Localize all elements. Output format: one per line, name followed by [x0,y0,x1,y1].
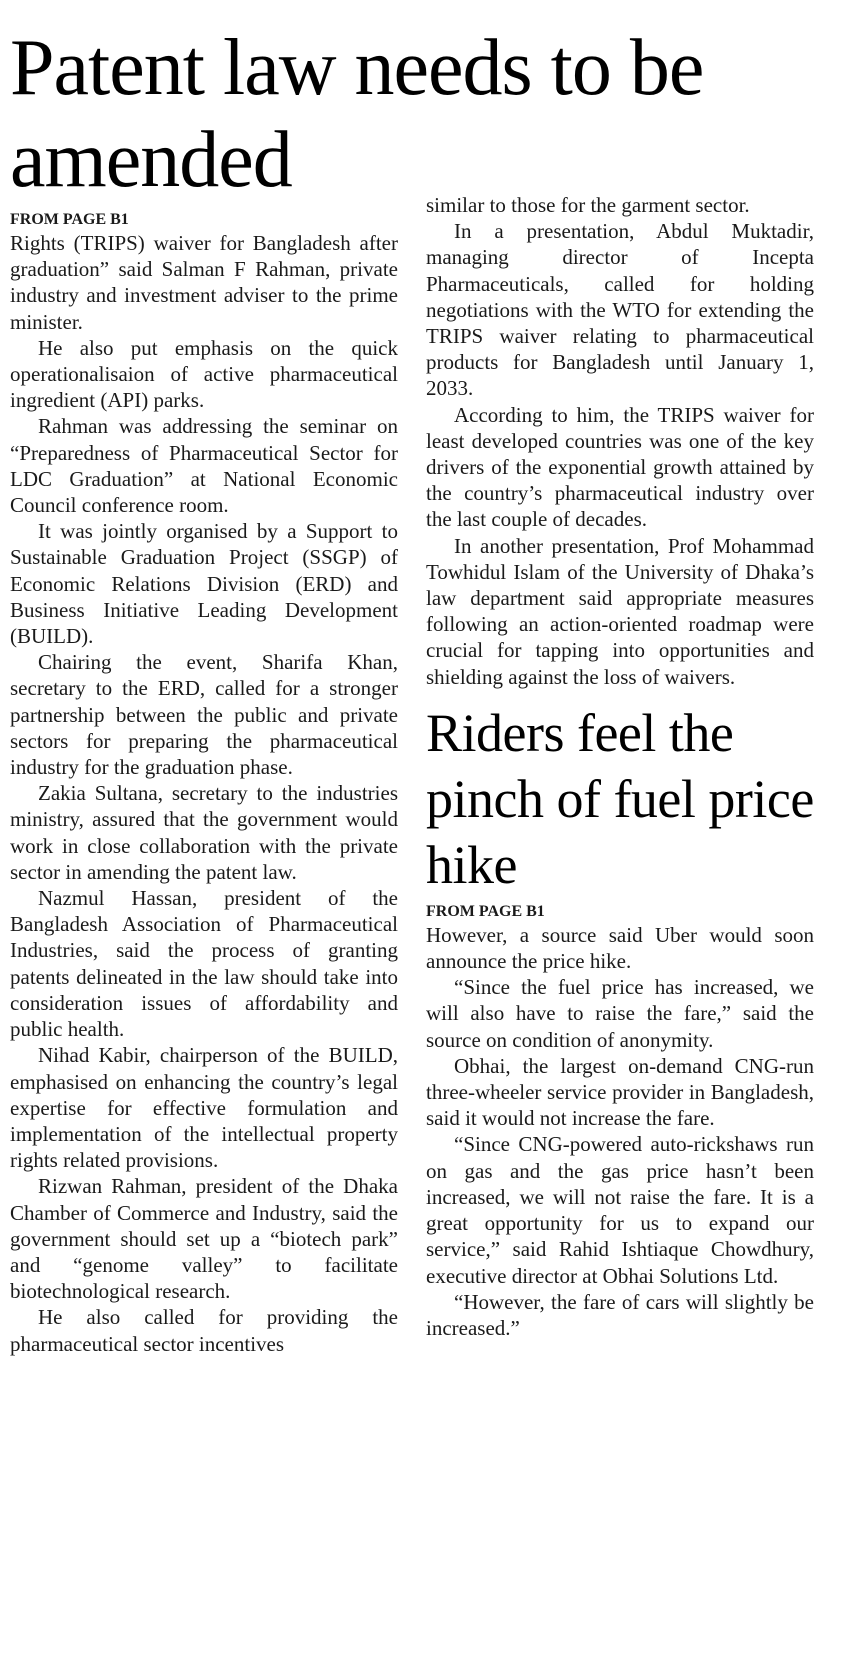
article-paragraph: “Since CNG-powered auto-rickshaws run on gas and the gas price hasn’t been increased, we will not raise the fare. It is a great opportunity for us to expand our service,” said Rahid Ishtiaque Chowdhury, executive director at Obhai Solutions Ltd. [426,1132,814,1288]
article-paragraph: Chairing the event, Sharifa Khan, secretary to the ERD, called for a stronger partnership between the public and private sectors for preparing the pharmaceutical industry for the graduation phase. [10,650,398,780]
article-paragraph: It was jointly organised by a Support to Sustainable Graduation Project (SSGP) of Economic Relations Division (ERD) and Business Initiative Leading Development (BUILD). [10,519,398,649]
article-paragraph: According to him, the TRIPS waiver for least developed countries was one of the key drivers of the exponential growth attained by the country’s pharmaceutical industry over the last couple of decades. [426,402,814,532]
article-paragraph: However, a source said Uber would soon announce the price hike. [426,922,814,974]
second-article-headline: Riders feel the pinch of fuel price hike [426,702,814,895]
article-paragraph: Rights (TRIPS) waiver for Bangladesh after graduation” said Salman F Rahman, private industry and investment adviser to the prime minister. [10,231,398,334]
article-paragraph: Zakia Sultana, secretary to the industries ministry, assured that the government would work in close collaboration with the private sector in amending the patent law. [10,781,398,884]
article-paragraph: He also put emphasis on the quick operationalisaion of active pharmaceutical ingredient (API) parks. [10,335,398,413]
article-column-left [10,210,398,1357]
kicker-from-page: FROM PAGE B1 [426,902,545,920]
article-paragraph: Nazmul Hassan, president of the Bangladesh Association of Pharmaceutical Industries, said the process of granting patents delineated in the law should take into consideration issues of affordability and public health. [10,886,398,1042]
article-paragraph: Nihad Kabir, chairperson of the BUILD, emphasised on enhancing the country’s legal expertise for effective formulation and implementation of the intellectual property rights related provisions. [10,1043,398,1173]
kicker-from-page: FROM PAGE B1 [10,211,129,228]
article-paragraph: He also called for providing the pharmaceutical sector incentives [10,1305,398,1356]
article-paragraph: “However, the fare of cars will slightly be increased.” [426,1289,814,1340]
article-paragraph: Rizwan Rahman, president of the Dhaka Chamber of Commerce and Industry, said the government should set up a “biotech park” and “genome valley” to facilitate biotechnological research. [10,1174,398,1304]
article-paragraph: Obhai, the largest on-demand CNG-run three-wheeler service provider in Bangladesh, said it would not increase the fare. [426,1053,814,1131]
article-paragraph: Rahman was addressing the seminar on “Preparedness of Pharmaceutical Sector for LDC Graduation” at National Economic Council conference room. [10,414,398,518]
article-paragraph: In another presentation, Prof Mohammad Towhidul Islam of the University of Dhaka’s law department said appropriate measures following an action-oriented roadmap were crucial for tapping into opportunities and shielding against the loss of waivers. [426,533,814,689]
article-paragraph: “Since the fuel price has increased, we will also have to raise the fare,” said the source on condition of anonymity. [426,975,814,1052]
article-headline: Patent law needs to be amended [10,24,704,204]
article-paragraph: In a presentation, Abdul Muktadir, managing director of Incepta Pharmaceuticals, called for holding negotiations with the WTO for extending the TRIPS waiver relating to pharmaceutical products for Bangladesh until January 1, 2033. [426,219,814,401]
article-paragraph: similar to those for the garment sector. [426,193,750,217]
article-column-right [426,192,814,1341]
